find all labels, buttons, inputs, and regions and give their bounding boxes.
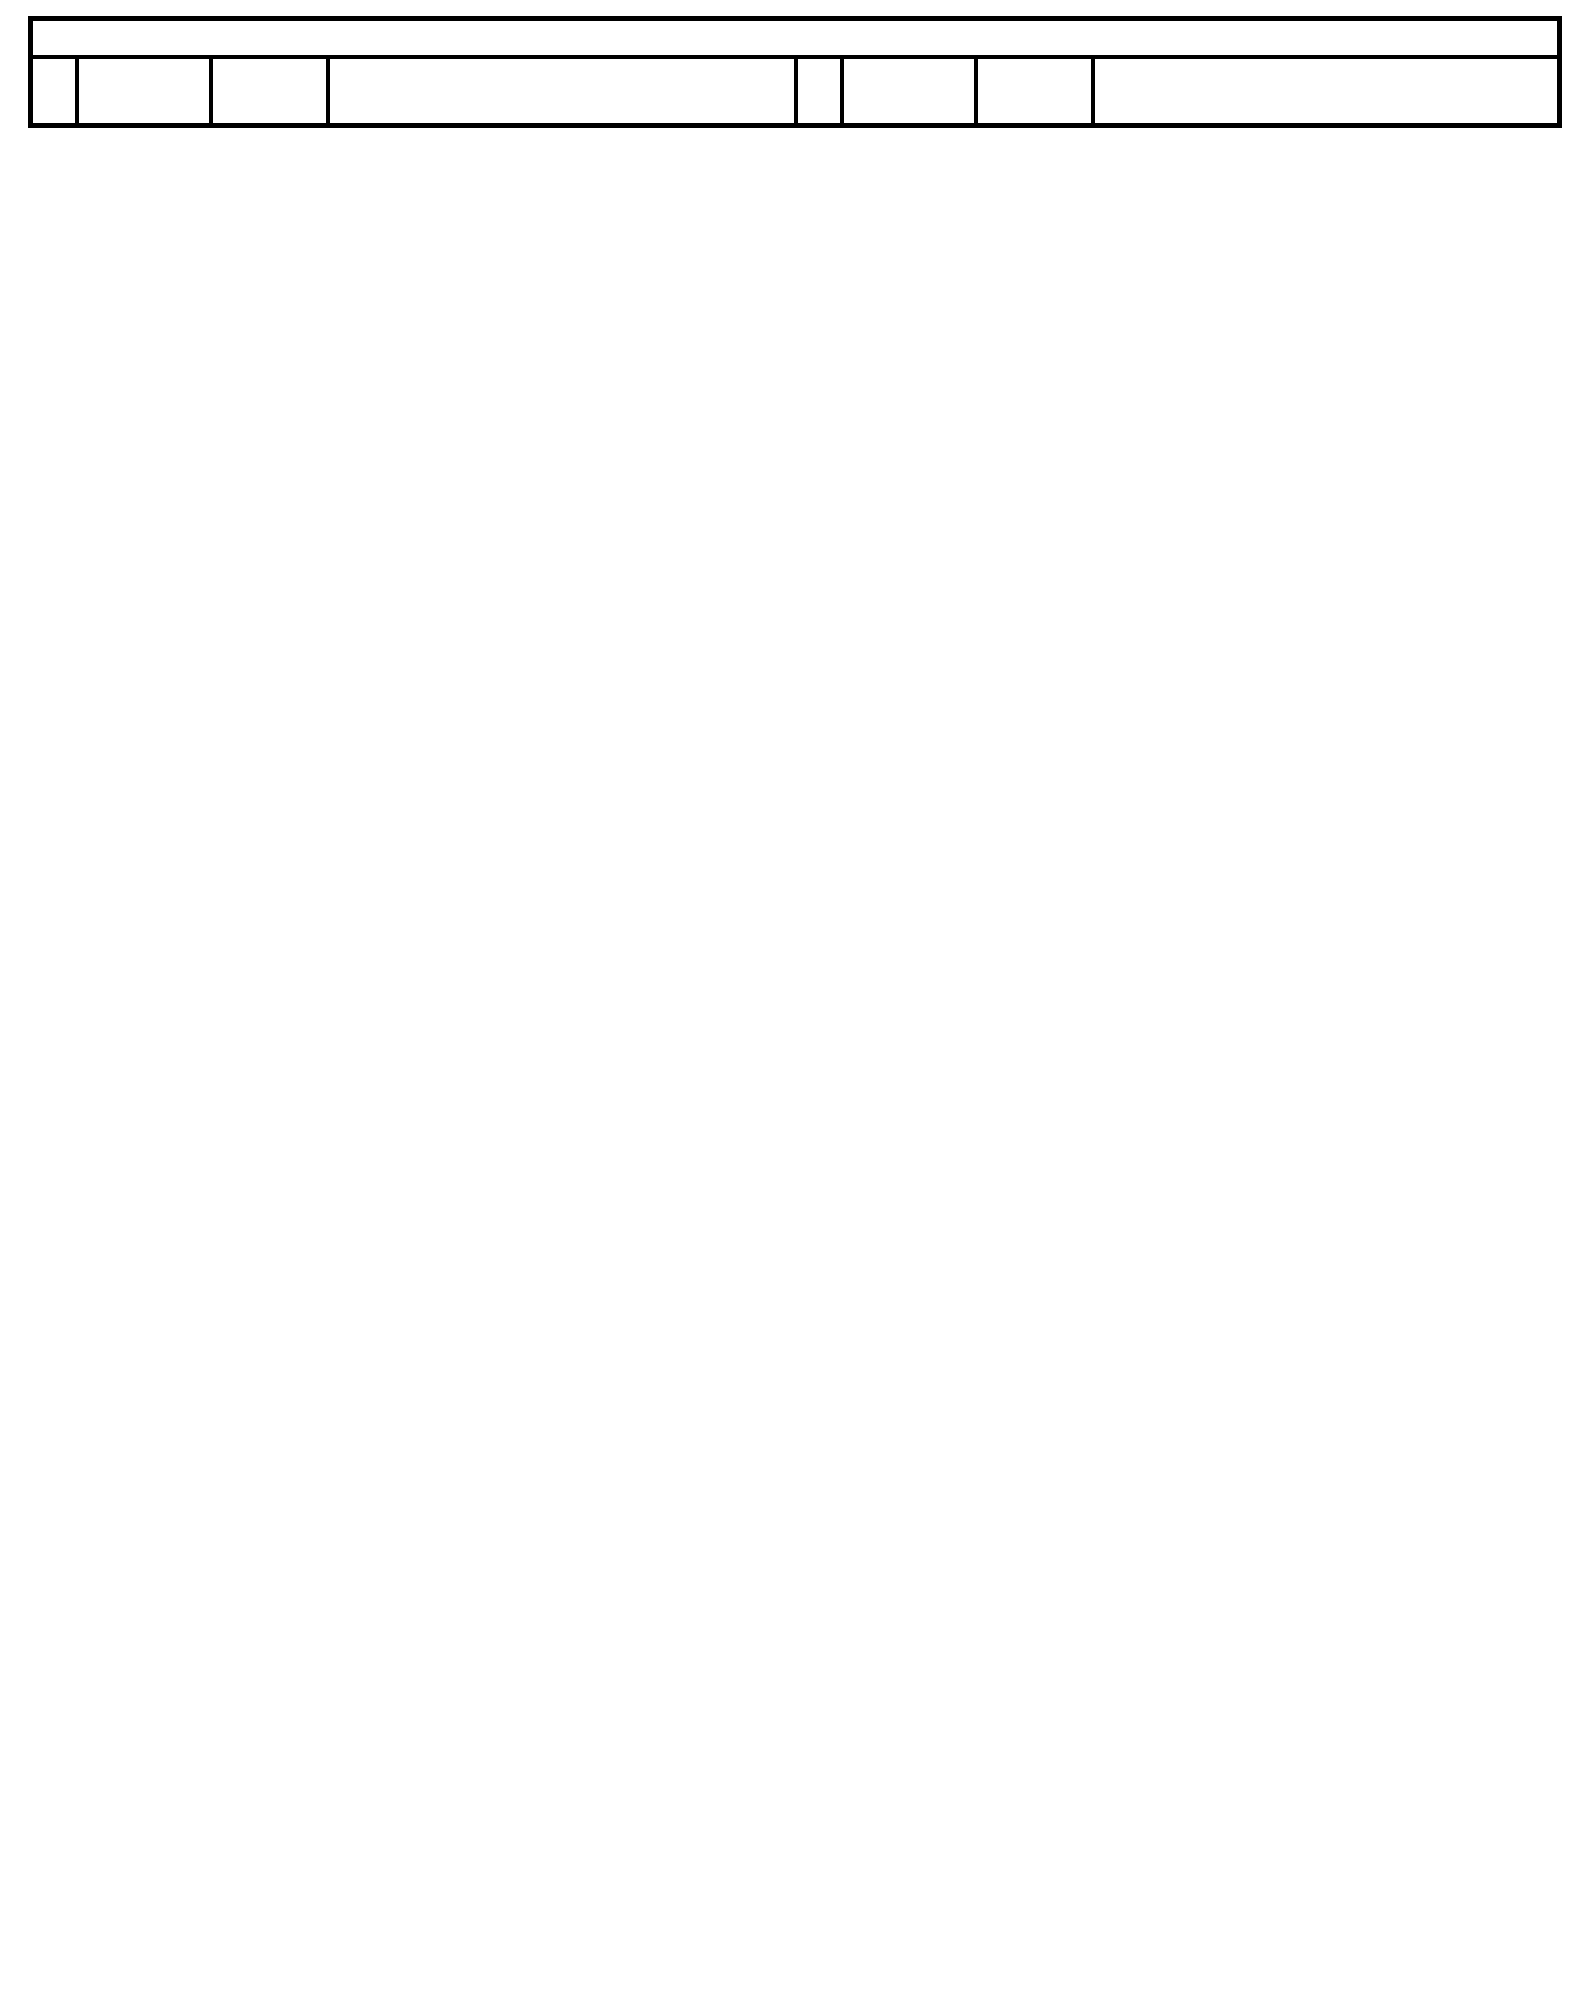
header-pin-right [796,57,842,125]
connector-pinout-table [28,16,1562,128]
header-circuit-left [211,57,328,125]
connector-table-sheet [28,16,1556,128]
title-row [31,19,1559,57]
table-title [31,19,1559,57]
header-wire-right [842,57,976,125]
header-pin-left [31,57,77,125]
header-function-right [1093,57,1559,125]
header-row [31,57,1559,125]
header-wire-left [77,57,211,125]
header-function-left [328,57,796,125]
header-circuit-right [976,57,1093,125]
